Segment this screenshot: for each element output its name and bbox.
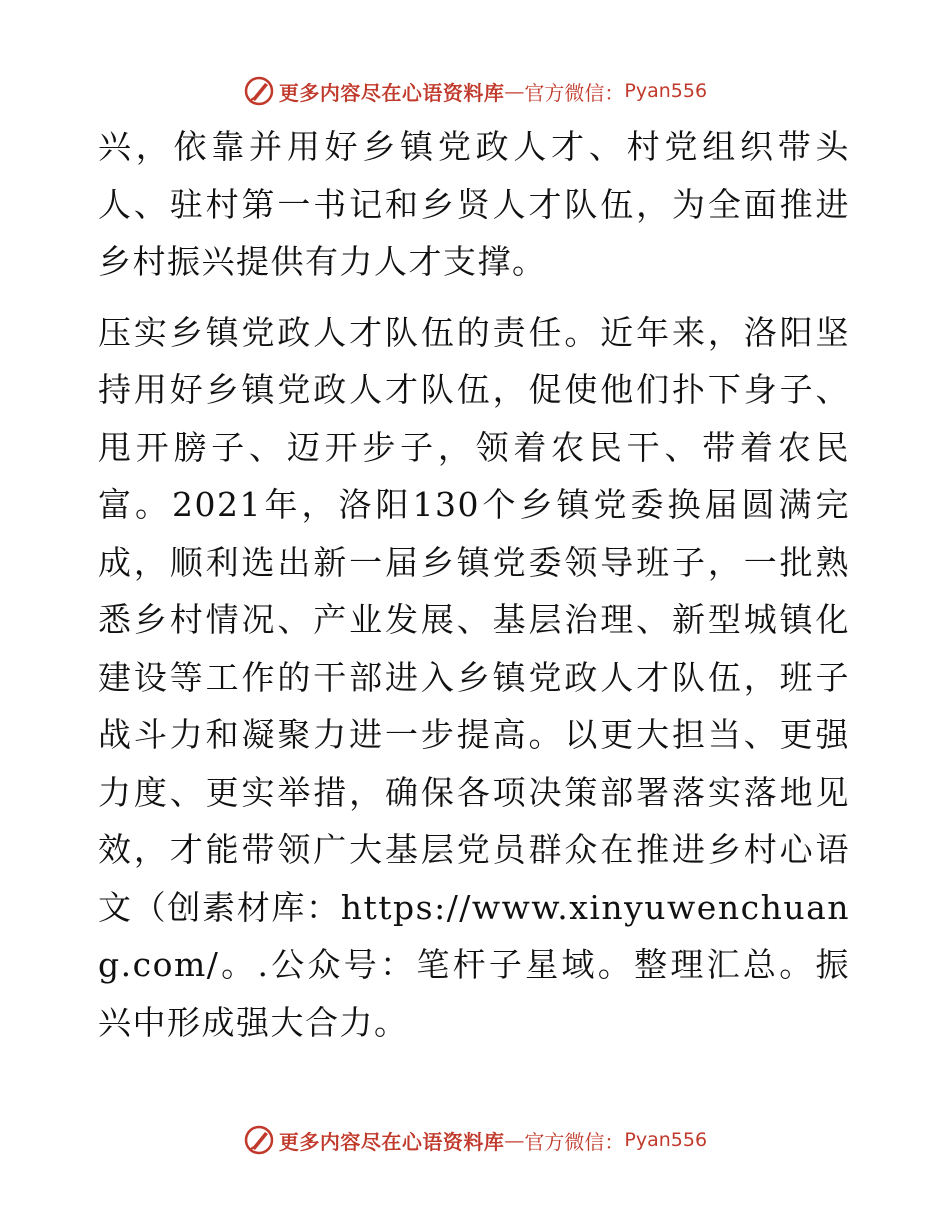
watermark-main-text: 更多内容尽在心语资料库 — [278, 1129, 505, 1154]
watermark-sub-text: 官方微信： — [524, 80, 625, 105]
watermark-sub-text: 官方微信： — [524, 1129, 625, 1154]
document-body — [98, 118, 850, 1051]
paragraph-2: 压实乡镇党政人才队伍的责任。近年来，洛阳坚持用好乡镇党政人才队伍，促使他们扑下身子、甩开膀子、迈开步子，领着农民干、带着农民富。2021年，洛阳130个乡镇党委换届圆满完成，顺利选出新一届乡镇党委领导班子，一批熟悉乡村情况、产业发展、基层治理、新型城镇化建设等工作的干部进入乡镇党政人才队伍，班子战斗力和凝聚力进一步提高。以更大担当、更强力度、更实举措，确保各项决策部署落实落地见效，才能带领广大基层党员群众在推进乡村心语文（创素材库：https://www.xinyuwenchuang.com/。.公众号：笔杆子星域。整理汇总。振兴中形成强大合力。 — [98, 312, 850, 1042]
watermark-dash: — — [504, 79, 525, 103]
watermark-main-text: 更多内容尽在心语资料库 — [278, 80, 505, 105]
quill-pen-circle-icon — [243, 75, 275, 107]
watermark-dash: — — [504, 1128, 525, 1152]
watermark-wechat-id: Pyan556 — [624, 80, 708, 102]
paragraph-1: 兴，依靠并用好乡镇党政人才、村党组织带头人、驻村第一书记和乡贤人才队伍，为全面推进乡村振兴提供有力人才支撑。 — [98, 127, 850, 281]
footer-watermark — [0, 1120, 950, 1160]
watermark-wechat-id: Pyan556 — [624, 1129, 708, 1151]
header-watermark — [0, 71, 950, 111]
quill-pen-circle-icon — [243, 1124, 275, 1156]
